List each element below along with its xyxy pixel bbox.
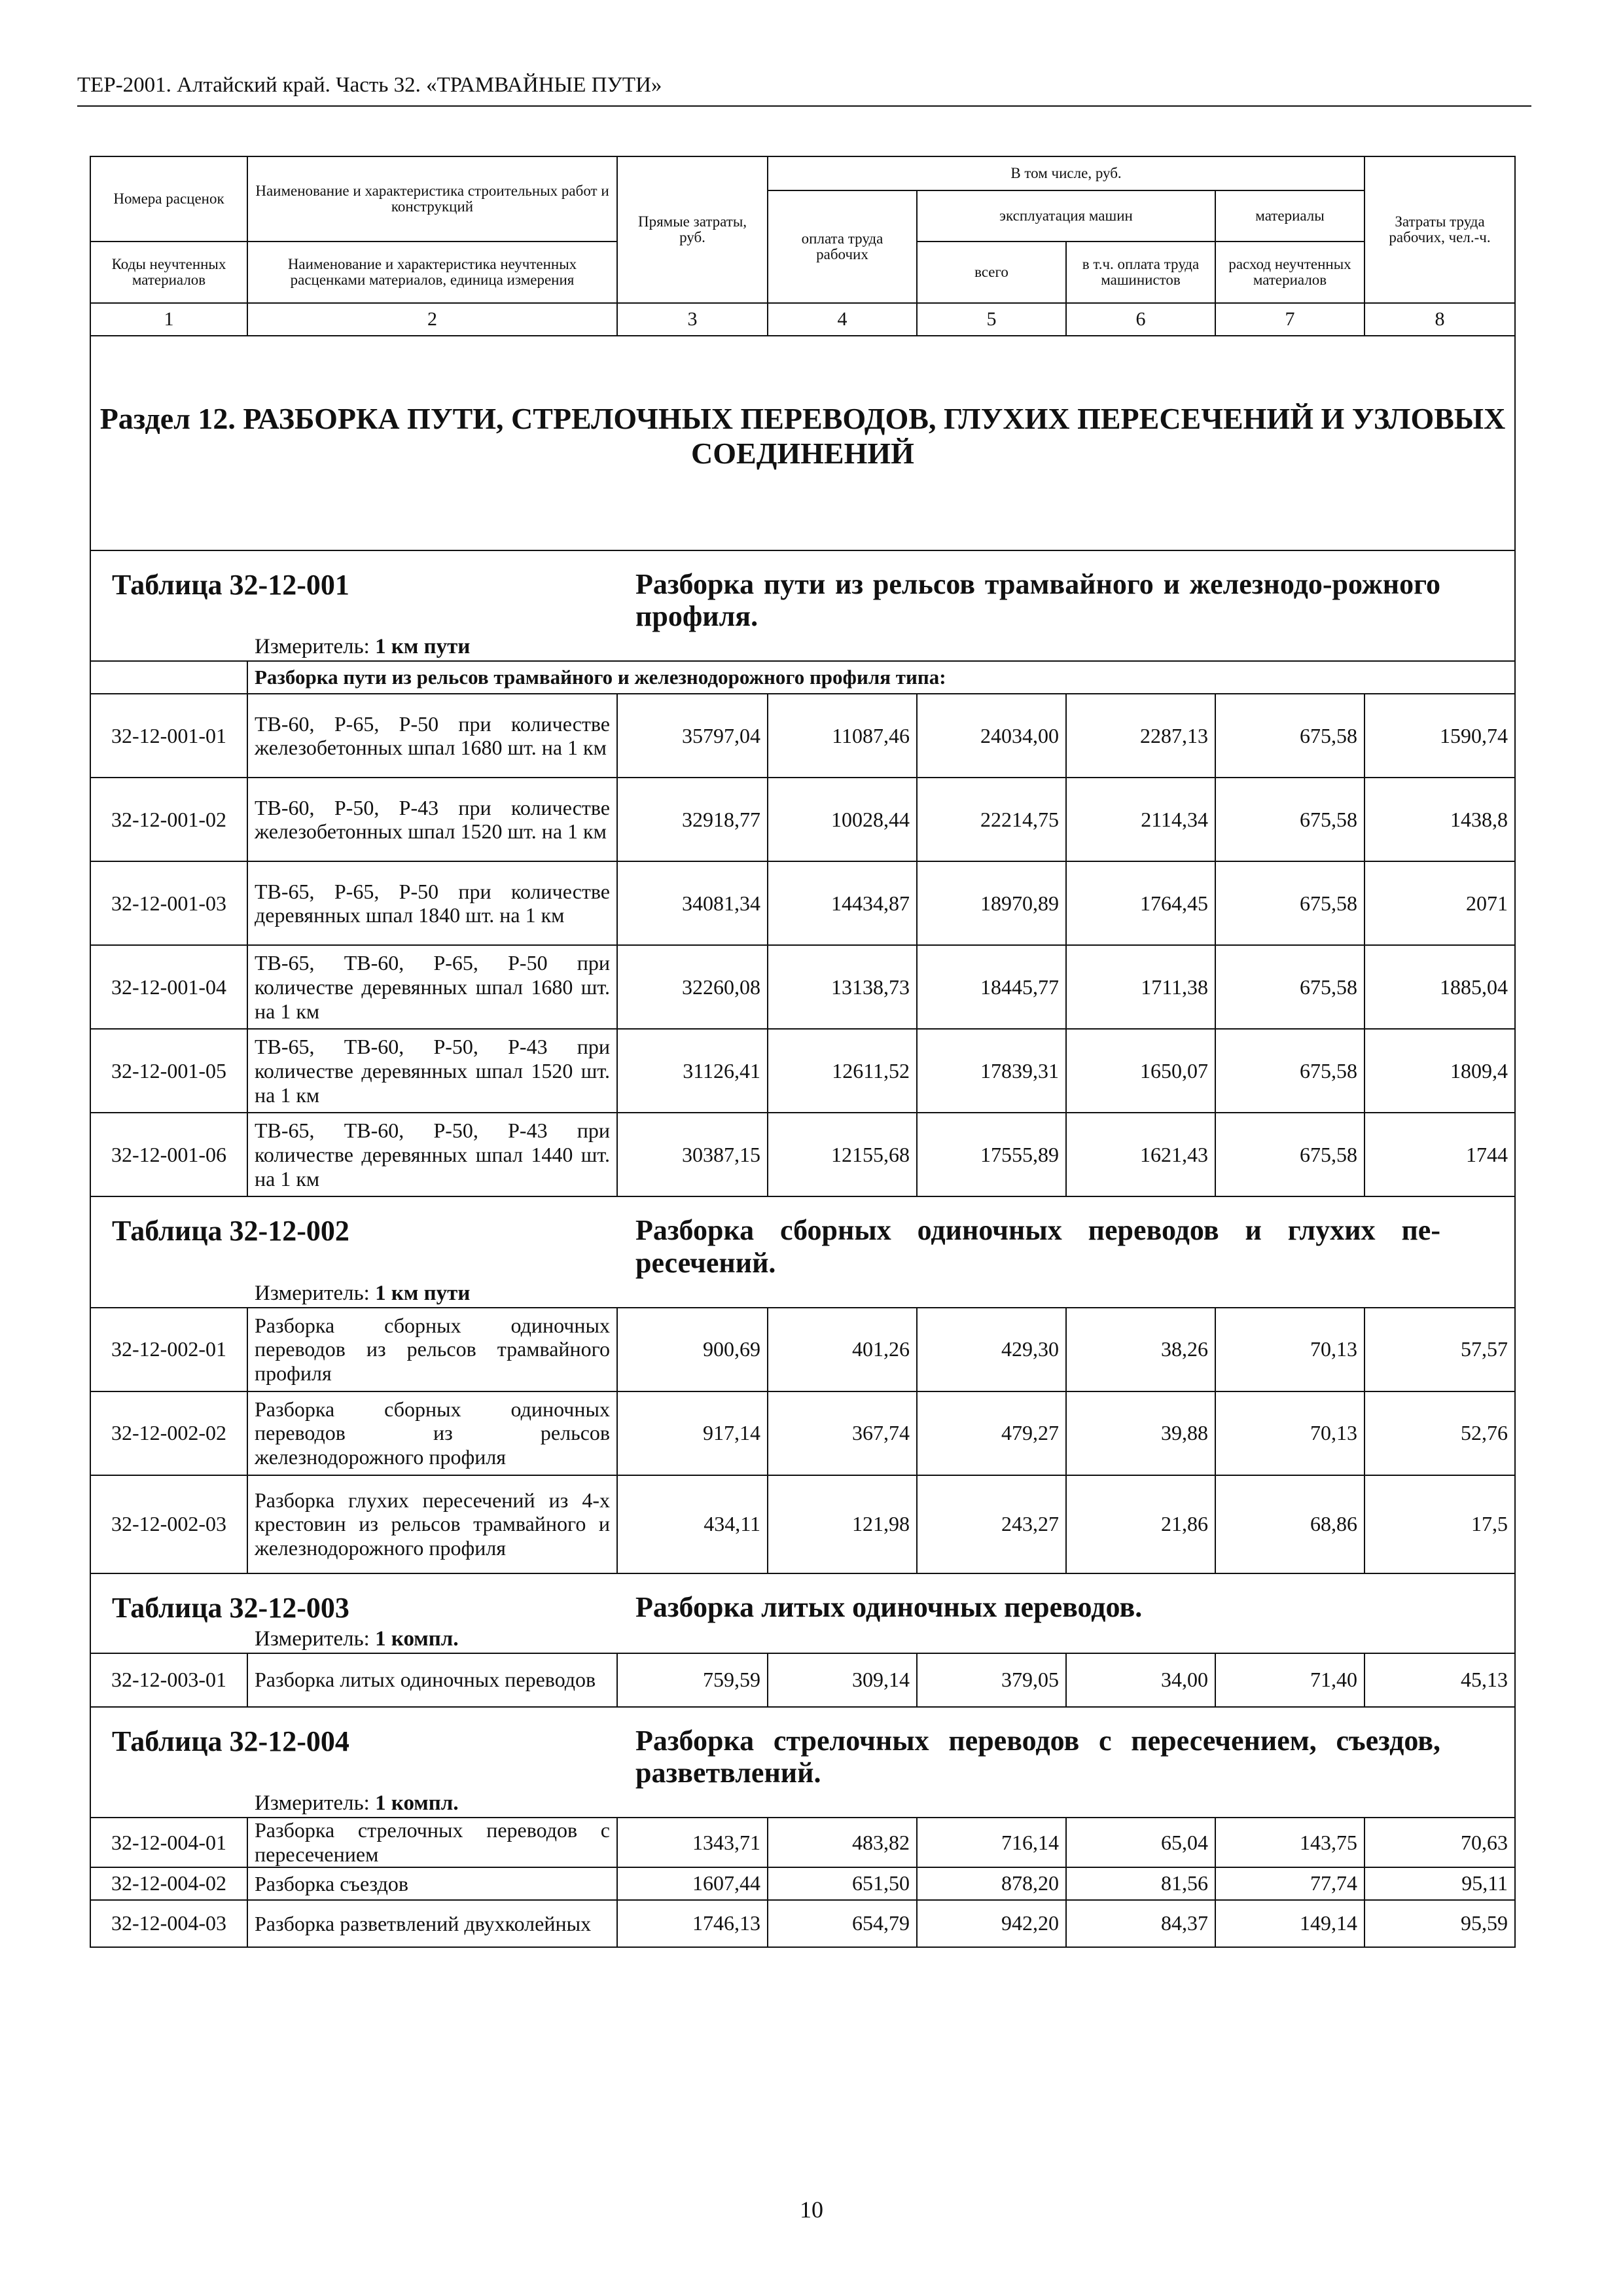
- col-including: В том числе, руб.: [768, 156, 1364, 190]
- rate-code: 32-12-001-03: [90, 861, 247, 945]
- direct-costs-value: 31126,41: [617, 1029, 768, 1113]
- rate-description: ТВ-65, ТВ-60, Р-50, Р-43 при количестве деревянных шпал 1440 шт. на 1 км: [247, 1113, 617, 1196]
- unit-label: Измеритель:: [255, 1281, 370, 1305]
- rate-description: Разборка стрелочных переводов с пересечением: [247, 1818, 617, 1867]
- labor-wages-value: 309,14: [768, 1653, 917, 1707]
- direct-costs-value: 1746,13: [617, 1900, 768, 1947]
- rate-description: ТВ-60, Р-65, Р-50 при количестве железобетонных шпал 1680 шт. на 1 км: [247, 694, 617, 778]
- machinist-wages-value: 2114,34: [1066, 778, 1215, 861]
- machine-total-value: 379,05: [917, 1653, 1066, 1707]
- rate-description: Разборка разветвлений двухколейных: [247, 1900, 617, 1947]
- labor-costs-value: 95,11: [1364, 1867, 1515, 1900]
- machine-total-value: 18970,89: [917, 861, 1066, 945]
- labor-wages-value: 483,82: [768, 1818, 917, 1867]
- col-number: 8: [1364, 303, 1515, 336]
- unit-value: 1 компл.: [375, 1626, 459, 1651]
- rate-code: 32-12-004-02: [90, 1867, 247, 1900]
- materials-value: 70,13: [1215, 1308, 1364, 1391]
- materials-value: 675,58: [1215, 861, 1364, 945]
- machinist-wages-value: 84,37: [1066, 1900, 1215, 1947]
- table-title: Разборка сборных одиночных переводов и глухих пе-ресечений.: [635, 1214, 1440, 1279]
- machinist-wages-value: 81,56: [1066, 1867, 1215, 1900]
- rate-description: Разборка сборных одиночных переводов из рельсов трамвайного профиля: [247, 1308, 617, 1391]
- labor-wages-value: 10028,44: [768, 778, 917, 861]
- col-number: 1: [90, 303, 247, 336]
- labor-costs-value: 1590,74: [1364, 694, 1515, 778]
- machine-total-value: 24034,00: [917, 694, 1066, 778]
- col-number: 4: [768, 303, 917, 336]
- machine-total-value: 18445,77: [917, 945, 1066, 1029]
- unit-value: 1 км пути: [375, 1281, 471, 1305]
- col-labor-costs: Затраты труда рабочих, чел.-ч.: [1364, 156, 1515, 303]
- header-rule: [77, 105, 1531, 107]
- labor-costs-value: 52,76: [1364, 1391, 1515, 1475]
- unit-value: 1 компл.: [375, 1791, 459, 1816]
- rate-description: ТВ-65, ТВ-60, Р-65, Р-50 при количестве деревянных шпал 1680 шт. на 1 км: [247, 945, 617, 1029]
- col-direct-costs: Прямые затраты, руб.: [617, 156, 768, 303]
- table-title: Разборка литых одиночных переводов.: [635, 1590, 1143, 1623]
- labor-wages-value: 367,74: [768, 1391, 917, 1475]
- col-materials: материалы: [1215, 190, 1364, 242]
- col-work-name: Наименование и характеристика строительных работ и конструкций: [247, 156, 617, 242]
- rate-description: Разборка съездов: [247, 1867, 617, 1900]
- labor-wages-value: 401,26: [768, 1308, 917, 1391]
- labor-costs-value: 95,59: [1364, 1900, 1515, 1947]
- machinist-wages-value: 2287,13: [1066, 694, 1215, 778]
- machine-total-value: 17839,31: [917, 1029, 1066, 1113]
- col-number: 3: [617, 303, 768, 336]
- col-machinist-wages: в т.ч. оплата труда машинистов: [1066, 242, 1215, 303]
- col-number: 7: [1215, 303, 1364, 336]
- rate-code: 32-12-001-06: [90, 1113, 247, 1196]
- rate-code: 32-12-004-01: [90, 1818, 247, 1867]
- col-machine-operation: эксплуатация машин: [917, 190, 1215, 242]
- direct-costs-value: 34081,34: [617, 861, 768, 945]
- labor-costs-value: 1744: [1364, 1113, 1515, 1196]
- labor-wages-value: 14434,87: [768, 861, 917, 945]
- col-rate-numbers: Номера расценок: [90, 156, 247, 242]
- unit-label: Измеритель:: [255, 1791, 370, 1816]
- machine-total-value: 17555,89: [917, 1113, 1066, 1196]
- labor-costs-value: 45,13: [1364, 1653, 1515, 1707]
- materials-value: 143,75: [1215, 1818, 1364, 1867]
- table-title: Разборка стрелочных переводов с пересечением, съездов, разветвлений.: [635, 1724, 1440, 1789]
- col-machine-total: всего: [917, 242, 1066, 303]
- direct-costs-value: 35797,04: [617, 694, 768, 778]
- materials-value: 675,58: [1215, 1029, 1364, 1113]
- rate-code: 32-12-004-03: [90, 1900, 247, 1947]
- labor-costs-value: 2071: [1364, 861, 1515, 945]
- machine-total-value: 429,30: [917, 1308, 1066, 1391]
- materials-value: 675,58: [1215, 778, 1364, 861]
- direct-costs-value: 1343,71: [617, 1818, 768, 1867]
- group-heading: Разборка пути из рельсов трамвайного и железнодорожного профиля типа:: [247, 661, 1515, 694]
- page-number: 10: [800, 2197, 823, 2223]
- rate-code: 32-12-002-01: [90, 1308, 247, 1391]
- machinist-wages-value: 21,86: [1066, 1475, 1215, 1573]
- unit-label: Измеритель:: [255, 635, 370, 659]
- labor-costs-value: 70,63: [1364, 1818, 1515, 1867]
- machinist-wages-value: 39,88: [1066, 1391, 1215, 1475]
- rate-code: 32-12-001-05: [90, 1029, 247, 1113]
- col-material-codes: Коды неучтенных материалов: [90, 242, 247, 303]
- labor-wages-value: 654,79: [768, 1900, 917, 1947]
- table-row: [90, 1113, 1515, 1196]
- machinist-wages-value: 34,00: [1066, 1653, 1215, 1707]
- labor-costs-value: 57,57: [1364, 1308, 1515, 1391]
- table-unit: [90, 1791, 1515, 1818]
- machine-total-value: 22214,75: [917, 778, 1066, 861]
- table-row: [90, 1900, 1515, 1947]
- direct-costs-value: 434,11: [617, 1475, 768, 1573]
- section-title: Раздел 12. РАЗБОРКА ПУТИ, СТРЕЛОЧНЫХ ПЕРЕВОДОВ, ГЛУХИХ ПЕРЕСЕЧЕНИЙ И УЗЛОВЫХ СОЕДИНЕНИЙ: [90, 336, 1515, 550]
- labor-wages-value: 12611,52: [768, 1029, 917, 1113]
- rate-description: ТВ-65, Р-65, Р-50 при количестве деревянных шпал 1840 шт. на 1 км: [247, 861, 617, 945]
- table-row: [90, 1391, 1515, 1475]
- labor-wages-value: 121,98: [768, 1475, 917, 1573]
- machine-total-value: 942,20: [917, 1900, 1066, 1947]
- table-row: [90, 945, 1515, 1029]
- rate-code: 32-12-001-02: [90, 778, 247, 861]
- materials-value: 675,58: [1215, 694, 1364, 778]
- table-row: [90, 861, 1515, 945]
- labor-wages-value: 651,50: [768, 1867, 917, 1900]
- direct-costs-value: 1607,44: [617, 1867, 768, 1900]
- labor-costs-value: 1809,4: [1364, 1029, 1515, 1113]
- col-material-name: Наименование и характеристика неучтенных расценками материалов, единица измерения: [247, 242, 617, 303]
- table-row: [90, 1308, 1515, 1391]
- col-unaccounted-materials: расход неучтенных материалов: [1215, 242, 1364, 303]
- rate-code: 32-12-001-04: [90, 945, 247, 1029]
- col-labor-wages: оплата труда рабочих: [768, 190, 917, 303]
- table-row: [90, 1475, 1515, 1573]
- machinist-wages-value: 1650,07: [1066, 1029, 1215, 1113]
- machine-total-value: 243,27: [917, 1475, 1066, 1573]
- table-label: Таблица 32-12-003: [112, 1591, 349, 1624]
- table-title: Разборка пути из рельсов трамвайного и железнодо-рожного профиля.: [635, 567, 1440, 633]
- table-row: [90, 1867, 1515, 1900]
- machine-total-value: 479,27: [917, 1391, 1066, 1475]
- rate-code: 32-12-003-01: [90, 1653, 247, 1707]
- machinist-wages-value: 1764,45: [1066, 861, 1215, 945]
- col-number: 6: [1066, 303, 1215, 336]
- materials-value: 675,58: [1215, 945, 1364, 1029]
- rate-code: 32-12-002-02: [90, 1391, 247, 1475]
- materials-value: 68,86: [1215, 1475, 1364, 1573]
- unit-label: Измеритель:: [255, 1626, 370, 1651]
- table-unit: [90, 1282, 1515, 1308]
- direct-costs-value: 759,59: [617, 1653, 768, 1707]
- unit-value: 1 км пути: [375, 635, 471, 659]
- materials-value: 70,13: [1215, 1391, 1364, 1475]
- rate-description: Разборка литых одиночных переводов: [247, 1653, 617, 1707]
- table-row: [90, 778, 1515, 861]
- labor-wages-value: 13138,73: [768, 945, 917, 1029]
- labor-costs-value: 17,5: [1364, 1475, 1515, 1573]
- rate-code: 32-12-002-03: [90, 1475, 247, 1573]
- machinist-wages-value: 38,26: [1066, 1308, 1215, 1391]
- rate-description: ТВ-60, Р-50, Р-43 при количестве железобетонных шпал 1520 шт. на 1 км: [247, 778, 617, 861]
- direct-costs-value: 30387,15: [617, 1113, 768, 1196]
- table-label: Таблица 32-12-002: [112, 1215, 349, 1247]
- machinist-wages-value: 1621,43: [1066, 1113, 1215, 1196]
- rate-code: 32-12-001-01: [90, 694, 247, 778]
- machine-total-value: 716,14: [917, 1818, 1066, 1867]
- direct-costs-value: 32918,77: [617, 778, 768, 861]
- labor-costs-value: 1885,04: [1364, 945, 1515, 1029]
- materials-value: 71,40: [1215, 1653, 1364, 1707]
- rate-description: Разборка глухих пересечений из 4-х крестовин из рельсов трамвайного и железнодорожного профиля: [247, 1475, 617, 1573]
- direct-costs-value: 900,69: [617, 1308, 768, 1391]
- materials-value: 675,58: [1215, 1113, 1364, 1196]
- table-row: [90, 1818, 1515, 1867]
- labor-costs-value: 1438,8: [1364, 778, 1515, 861]
- table-row: [90, 1653, 1515, 1707]
- labor-wages-value: 12155,68: [768, 1113, 917, 1196]
- table-unit: [90, 635, 1515, 661]
- col-number: 2: [247, 303, 617, 336]
- materials-value: 77,74: [1215, 1867, 1364, 1900]
- direct-costs-value: 32260,08: [617, 945, 768, 1029]
- rate-description: ТВ-65, ТВ-60, Р-50, Р-43 при количестве деревянных шпал 1520 шт. на 1 км: [247, 1029, 617, 1113]
- machinist-wages-value: 1711,38: [1066, 945, 1215, 1029]
- running-header: ТЕР-2001. Алтайский край. Часть 32. «ТРАМВАЙНЫЕ ПУТИ»: [77, 73, 662, 97]
- col-number: 5: [917, 303, 1066, 336]
- rates-table: [90, 156, 1516, 1948]
- machine-total-value: 878,20: [917, 1867, 1066, 1900]
- materials-value: 149,14: [1215, 1900, 1364, 1947]
- labor-wages-value: 11087,46: [768, 694, 917, 778]
- table-row: [90, 1029, 1515, 1113]
- table-label: Таблица 32-12-004: [112, 1725, 349, 1757]
- rate-description: Разборка сборных одиночных переводов из рельсов железнодорожного профиля: [247, 1391, 617, 1475]
- table-unit: [90, 1627, 1515, 1653]
- direct-costs-value: 917,14: [617, 1391, 768, 1475]
- table-label: Таблица 32-12-001: [112, 568, 349, 601]
- machinist-wages-value: 65,04: [1066, 1818, 1215, 1867]
- table-row: [90, 694, 1515, 778]
